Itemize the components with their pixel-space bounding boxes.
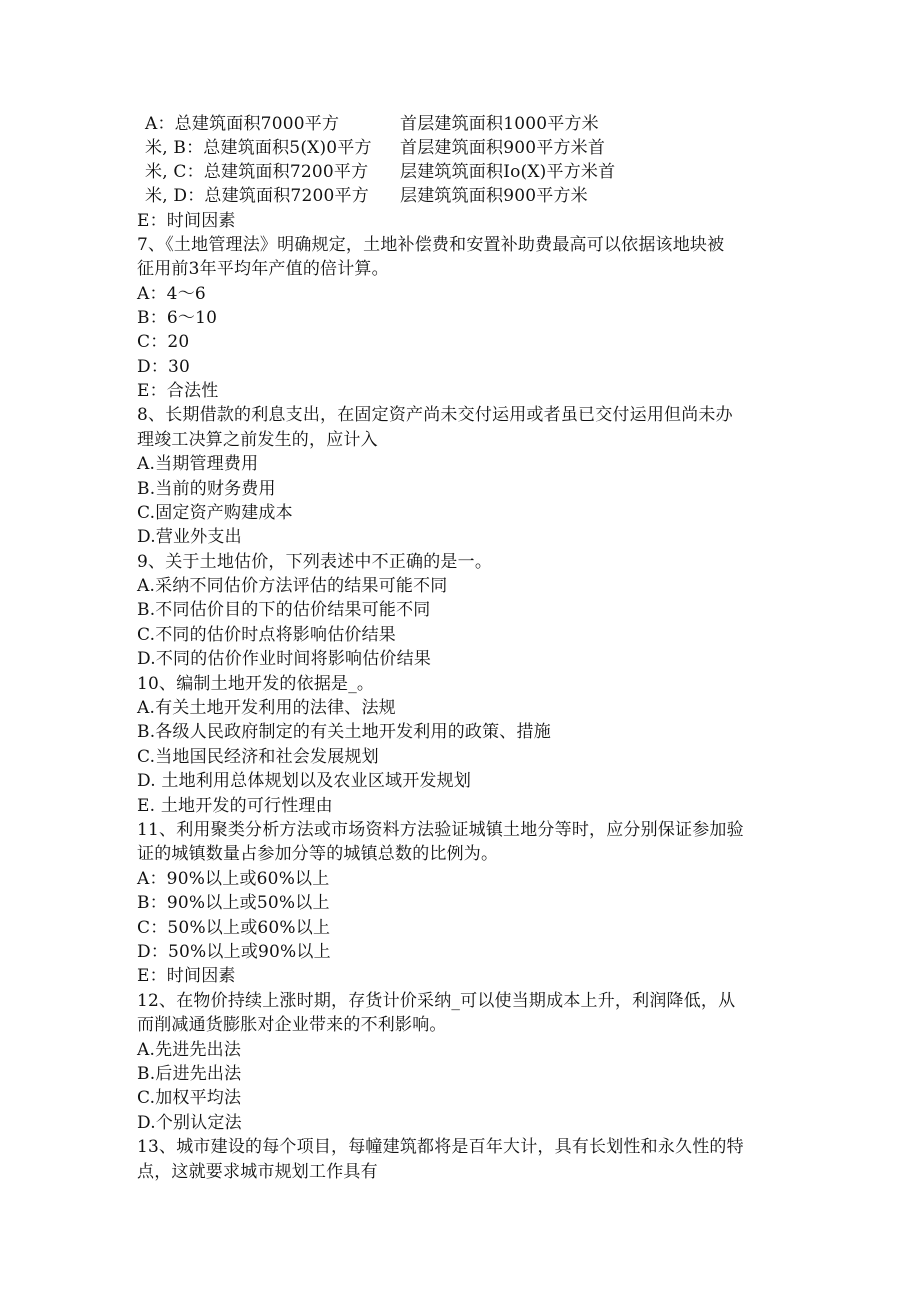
q11-stem-line-2: 证的城镇数量占参加分等的城镇总数的比例为。 bbox=[137, 844, 499, 864]
q6-option-e: E：时间因素 bbox=[137, 211, 236, 231]
q9-option-c: C.不同的估价时点将影响估价结果 bbox=[137, 625, 397, 645]
q12-option-d: D.个别认定法 bbox=[137, 1113, 242, 1133]
q9-option-b: B.不同估价目的下的估价结果可能不同 bbox=[137, 600, 431, 620]
q6-option-a: A：总建筑面积7000平方 bbox=[145, 114, 340, 134]
q11-option-c: C：50%以上或60%以上 bbox=[137, 918, 331, 938]
q12-stem-line-1: 12、在物价持续上涨时期，存货计价采纳_可以使当期成本上升，利润降低，从 bbox=[137, 991, 736, 1011]
q9-option-a: A.采纳不同估价方法评估的结果可能不同 bbox=[137, 576, 448, 596]
q7-option-e: E：合法性 bbox=[137, 381, 219, 401]
q7-stem-line-1: 7、《土地管理法》明确规定，土地补偿费和安置补助费最高可以依据该地块被 bbox=[137, 235, 725, 255]
q6-option-c: 米, C：总建筑面积7200平方 bbox=[145, 162, 369, 182]
q8-stem-line-1: 8、长期借款的利息支出，在固定资产尚未交付运用或者虽已交付运用但尚未办 bbox=[137, 405, 733, 425]
q6-option-a-cont: 首层建筑面积1000平方米 bbox=[400, 114, 599, 134]
q13-stem-line-1: 13、城市建设的每个项目，每幢建筑都将是百年大计，具有长划性和永久性的特 bbox=[137, 1137, 744, 1157]
q8-stem-line-2: 理竣工决算之前发生的，应计入 bbox=[137, 430, 378, 450]
q8-option-c: C.固定资产购建成本 bbox=[137, 503, 293, 523]
q9-stem: 9、关于土地估价，下列表述中不正确的是一。 bbox=[137, 552, 493, 572]
q6-option-c-cont: 层建筑筑面积Io(X)平方米首 bbox=[400, 162, 616, 182]
q7-option-a: A：4～6 bbox=[137, 284, 206, 304]
q8-option-a: A.当期管理费用 bbox=[137, 454, 259, 474]
q7-option-d: D：30 bbox=[137, 357, 191, 377]
q8-option-d: D.营业外支出 bbox=[137, 527, 242, 547]
q9-option-d: D.不同的估价作业时间将影响估价结果 bbox=[137, 649, 432, 669]
q13-stem-line-2: 点，这就要求城市规划工作具有 bbox=[137, 1162, 378, 1182]
q8-option-b: B.当前的财务费用 bbox=[137, 479, 276, 499]
q12-option-b: B.后进先出法 bbox=[137, 1064, 242, 1084]
q6-option-d-cont: 层建筑筑面积900平方米 bbox=[400, 186, 588, 206]
q10-option-b: B.各级人民政府制定的有关土地开发利用的政策、措施 bbox=[137, 722, 551, 742]
q10-stem: 10、编制土地开发的依据是_。 bbox=[137, 674, 375, 694]
q7-option-b: B：6～10 bbox=[137, 308, 218, 328]
q10-option-d: D. 土地利用总体规划以及农业区域开发规划 bbox=[137, 771, 472, 791]
q12-stem-line-2: 而削减通货膨胀对企业带来的不利影响。 bbox=[137, 1015, 447, 1035]
q11-stem-line-1: 11、利用聚类分析方法或市场资料方法验证城镇土地分等时，应分别保证参加验 bbox=[137, 820, 744, 840]
q10-option-e: E. 土地开发的可行性理由 bbox=[137, 796, 333, 816]
q12-option-c: C.加权平均法 bbox=[137, 1088, 242, 1108]
q11-option-a: A：90%以上或60%以上 bbox=[137, 869, 330, 889]
q7-stem-line-2: 征用前3年平均年产值的倍计算。 bbox=[137, 259, 389, 279]
q7-option-c: C：20 bbox=[137, 332, 190, 352]
q6-option-b-cont: 首层建筑面积900平方米首 bbox=[400, 138, 606, 158]
q6-option-d: 米, D：总建筑面积7200平方 bbox=[145, 186, 369, 206]
q10-option-a: A.有关土地开发利用的法律、法规 bbox=[137, 698, 396, 718]
q6-option-b: 米, B：总建筑面积5(X)0平方 bbox=[145, 138, 372, 158]
q10-option-c: C.当地国民经济和社会发展规划 bbox=[137, 747, 379, 767]
q11-option-e: E：时间因素 bbox=[137, 966, 236, 986]
q12-option-a: A.先进先出法 bbox=[137, 1040, 242, 1060]
q11-option-d: D：50%以上或90%以上 bbox=[137, 942, 331, 962]
q11-option-b: B：90%以上或50%以上 bbox=[137, 893, 330, 913]
